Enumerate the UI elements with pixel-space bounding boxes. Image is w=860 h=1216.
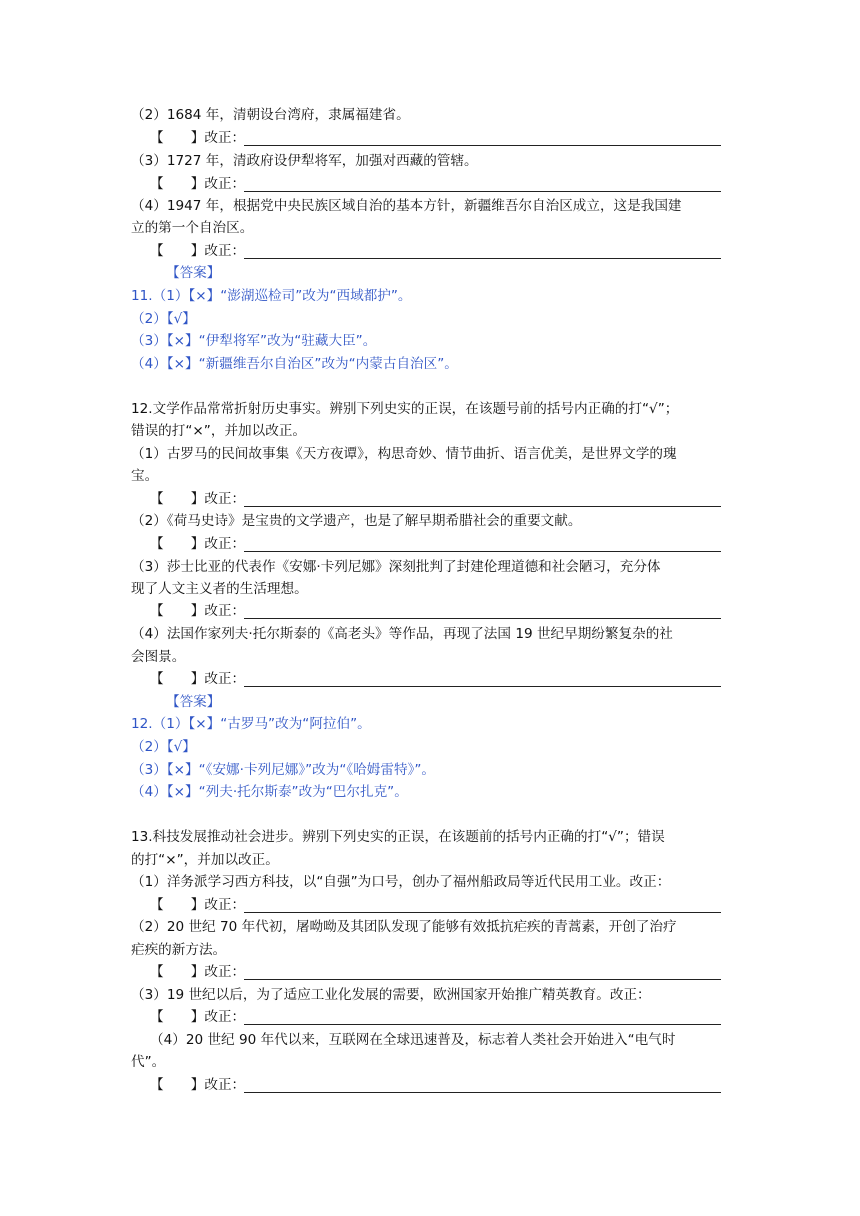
answer-bracket: 【 】改正： [150, 176, 246, 192]
q13-item-1-answer-slot [150, 895, 245, 915]
q11-item-4-line1: （4）1947 年，根据党中央民族区域自治的基本方针，新疆维吾尔自治区成立，这是我国建 [131, 198, 682, 214]
q11-item-3-answer-line[interactable] [244, 191, 721, 192]
q11-item-2-answer-slot [150, 128, 245, 148]
q11-item-2-answer-line[interactable] [244, 145, 721, 146]
answer-bracket: 【 】改正： [150, 1077, 246, 1093]
q11-item-2: （2）1684 年，清朝设台湾府，隶属福建省。 [131, 107, 410, 123]
q12-answer-3: （3）【×】“《安娜·卡列尼娜》”改为“《哈姆雷特》”。 [131, 762, 435, 778]
q12-item-1-line2: 宝。 [131, 468, 159, 484]
q13-item-1: （1）洋务派学习西方科技，以“自强”为口号，创办了福州船政局等近代民用工业。改正： [131, 874, 671, 890]
q13-item-3: （3）19 世纪以后，为了适应工业化发展的需要，欧洲国家开始推广精英教育。改正： [131, 987, 651, 1003]
q11-answer-1: 11.（1）【×】“澎湖巡检司”改为“西域都护”。 [131, 288, 412, 304]
q12-item-3-line1: （3）莎士比亚的代表作《安娜·卡列尼娜》深刻批判了封建伦理道德和社会陋习，充分体 [131, 559, 661, 575]
q11-answer-label: 【答案】 [166, 265, 221, 281]
q12-answer-1: 12.（1）【×】“古罗马”改为“阿拉伯”。 [131, 716, 371, 732]
q13-item-4-answer-slot [150, 1075, 245, 1095]
q12-item-2: （2）《荷马史诗》是宝贵的文学遗产，也是了解早期希腊社会的重要文献。 [131, 513, 582, 529]
q13-item-4-answer-line[interactable] [244, 1092, 721, 1093]
answer-bracket: 【 】改正： [150, 964, 246, 980]
answer-bracket: 【 】改正： [150, 897, 246, 913]
q12-item-4-answer-line[interactable] [244, 686, 721, 687]
q12-item-3-answer-slot [150, 601, 245, 621]
q12-item-3-line2: 现了人文主义者的生活理想。 [131, 581, 308, 597]
answer-bracket: 【 】改正： [150, 603, 246, 619]
q11-item-4-line2: 立的第一个自治区。 [131, 220, 254, 236]
q13-item-2-line2: 疟疾的新方法。 [131, 942, 227, 958]
q13-item-4-line2: 代”。 [131, 1054, 166, 1070]
answer-bracket: 【 】改正： [150, 491, 246, 507]
q12-stem-line2: 错误的打“×”，并加以改正。 [131, 423, 307, 439]
q12-item-1-answer-line[interactable] [244, 506, 721, 507]
q13-item-2-answer-line[interactable] [244, 979, 721, 980]
answer-bracket: 【 】改正： [150, 671, 246, 687]
q12-item-2-answer-line[interactable] [244, 551, 721, 552]
q11-item-3: （3）1727 年，清政府设伊犁将军，加强对西藏的管辖。 [131, 153, 478, 169]
q13-stem-line2: 的打“×”，并加以改正。 [131, 852, 279, 868]
q12-stem-line1: 12.文学作品常常折射历史事实。辨别下列史实的正误，在该题号前的括号内正确的打“√”； [131, 401, 679, 417]
q11-item-4-answer-line[interactable] [244, 258, 721, 259]
q13-item-1-answer-line[interactable] [244, 912, 721, 913]
q11-item-4-answer-slot [150, 241, 245, 261]
q12-answer-2: （2）【√】 [131, 739, 196, 755]
answer-bracket: 【 】改正： [150, 536, 246, 552]
answer-bracket: 【 】改正： [150, 1009, 246, 1025]
q13-item-4-line1: （4）20 世纪 90 年代以来，互联网在全球迅速普及，标志着人类社会开始进入“电气时 [150, 1032, 676, 1048]
answer-bracket: 【 】改正： [150, 130, 246, 146]
q13-item-3-answer-line[interactable] [244, 1024, 721, 1025]
q12-item-3-answer-line[interactable] [244, 618, 721, 619]
q12-item-1-answer-slot [150, 489, 245, 509]
q12-answer-4: （4）【×】“列夫·托尔斯泰”改为“巴尔扎克”。 [131, 784, 408, 800]
q13-item-2-answer-slot [150, 962, 245, 982]
answer-bracket: 【 】改正： [150, 243, 246, 259]
q12-item-1-line1: （1）古罗马的民间故事集《天方夜谭》，构思奇妙、情节曲折、语言优美，是世界文学的瑰 [131, 446, 677, 462]
q12-item-4-line1: （4）法国作家列夫·托尔斯泰的《高老头》等作品，再现了法国 19 世纪早期纷繁复杂的社 [131, 626, 673, 642]
q11-item-3-answer-slot [150, 174, 245, 194]
q11-answer-3: （3）【×】“伊犁将军”改为“驻藏大臣”。 [131, 333, 377, 349]
q12-item-4-answer-slot [150, 669, 245, 689]
q13-item-2-line1: （2）20 世纪 70 年代初，屠呦呦及其团队发现了能够有效抵抗疟疾的青蒿素，开创了治疗 [131, 919, 677, 935]
q13-stem-line1: 13.科技发展推动社会进步。辨别下列史实的正误，在该题前的括号内正确的打“√”；错误 [131, 829, 665, 845]
q12-item-2-answer-slot [150, 534, 245, 554]
q11-answer-2: （2）【√】 [131, 311, 196, 327]
q12-answer-label: 【答案】 [166, 694, 221, 710]
q13-item-3-answer-slot [150, 1007, 245, 1027]
q11-answer-4: （4）【×】“新疆维吾尔自治区”改为“内蒙古自治区”。 [131, 356, 458, 372]
q12-item-4-line2: 会图景。 [131, 649, 186, 665]
